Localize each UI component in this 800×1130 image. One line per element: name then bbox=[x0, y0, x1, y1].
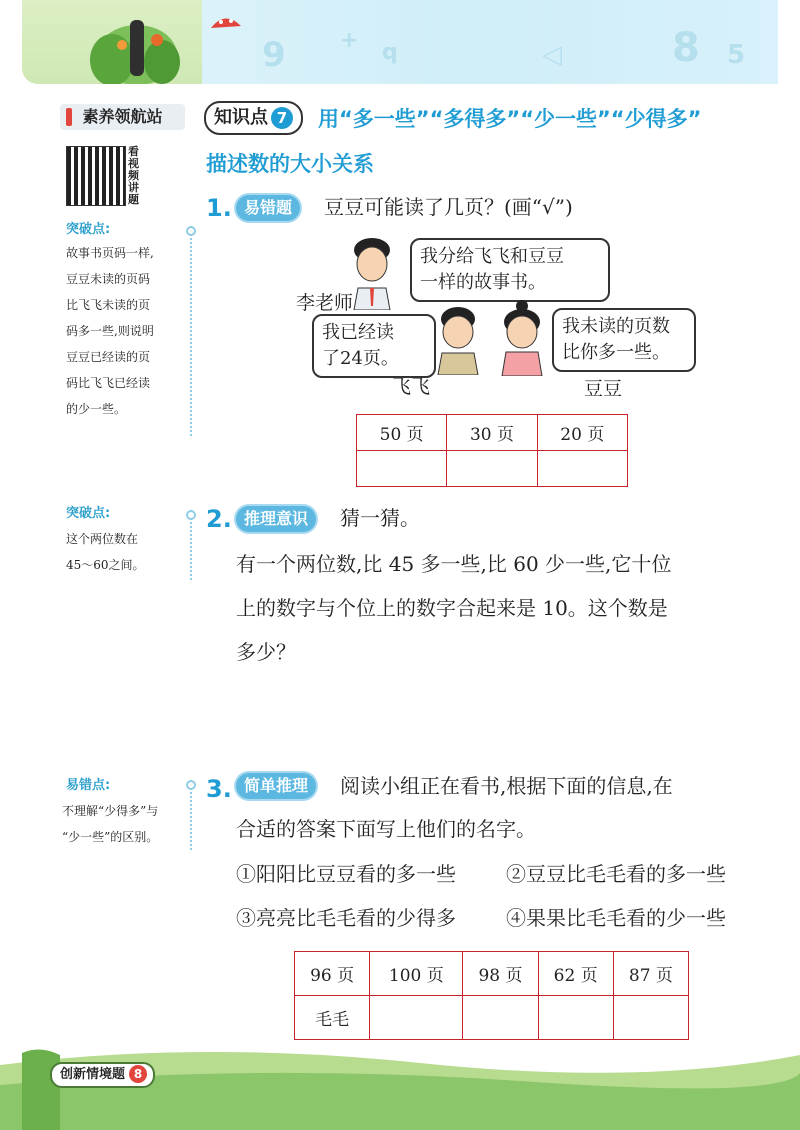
qr-caption-char: 看 bbox=[128, 145, 139, 158]
check-cell[interactable] bbox=[537, 451, 627, 487]
qr-caption-char: 讲 bbox=[128, 181, 139, 194]
speech-line: 一样的故事书。 bbox=[420, 272, 546, 293]
option-cell: 30 页 bbox=[447, 415, 537, 451]
note-line: 码多一些,则说明 bbox=[66, 324, 154, 338]
question-text: 阅读小组正在看书,根据下面的信息,在 bbox=[340, 774, 673, 798]
feifei-name: 飞飞 bbox=[392, 376, 431, 398]
name-cell[interactable] bbox=[463, 996, 538, 1040]
note-body bbox=[62, 798, 188, 850]
note-line: 码比飞飞已经读 bbox=[66, 376, 151, 390]
teacher-name: 李老师 bbox=[296, 292, 354, 314]
qr-caption-char: 视 bbox=[128, 157, 139, 170]
footer-badge bbox=[50, 1062, 155, 1088]
option-cell: 20 页 bbox=[537, 415, 627, 451]
question-number: 2. bbox=[206, 505, 232, 533]
note-line: 故事书页码一样, bbox=[66, 246, 154, 260]
divider-dot bbox=[186, 780, 196, 790]
check-cell[interactable] bbox=[357, 451, 447, 487]
qr-code-icon[interactable] bbox=[66, 146, 126, 206]
header-banner bbox=[22, 0, 778, 84]
speech-line: 比你多一些。 bbox=[562, 342, 670, 363]
question-number: 1. bbox=[206, 194, 232, 222]
q1-answer-table bbox=[356, 414, 628, 487]
decor-digit: 8 bbox=[672, 25, 700, 71]
q3-answer-table bbox=[294, 951, 689, 1040]
feifei-illustration bbox=[432, 305, 488, 375]
question-line: 上的数字与个位上的数字合起来是 10。这个数是 bbox=[236, 596, 668, 620]
note-line: 豆豆已经读的页 bbox=[66, 350, 151, 364]
speech-line: 我分给飞飞和豆豆 bbox=[420, 246, 564, 267]
clue-line: ②豆豆比毛毛看的多一些 bbox=[506, 862, 726, 886]
name-cell[interactable] bbox=[613, 996, 688, 1040]
note-line: 这个两位数在 bbox=[66, 532, 139, 546]
speech-line: 我未读的页数 bbox=[562, 316, 670, 337]
note-line: “少一些”的区别。 bbox=[62, 830, 159, 844]
clue-line: ④果果比毛毛看的少一些 bbox=[506, 906, 726, 930]
note-line: 比飞飞未读的页 bbox=[66, 298, 151, 312]
question-text: 豆豆可能读了几页？(画“√”) bbox=[324, 195, 573, 219]
decor-triangle: ◁ bbox=[542, 40, 562, 70]
clue-line: ①阳阳比豆豆看的多一些 bbox=[236, 862, 456, 886]
note-body bbox=[66, 240, 186, 422]
teacher-illustration bbox=[348, 238, 404, 310]
question-tag: 易错题 bbox=[236, 195, 300, 221]
teacher-speech-bubble bbox=[410, 238, 610, 302]
question-number: 3. bbox=[206, 775, 232, 803]
section-title: 用“多一些”“多得多”“少一些”“少得多” bbox=[318, 107, 702, 131]
note-body bbox=[66, 526, 186, 578]
knowledge-point-badge bbox=[204, 101, 303, 135]
kp-label: 知识点 bbox=[214, 107, 268, 128]
pages-cell: 96 页 bbox=[295, 952, 370, 996]
question-line: 多少？ bbox=[236, 640, 296, 664]
name-cell[interactable] bbox=[538, 996, 613, 1040]
plant-illustration bbox=[22, 0, 202, 84]
note-label: 易错点: bbox=[66, 778, 111, 793]
name-cell: 毛毛 bbox=[295, 996, 370, 1040]
clue-line: ③亮亮比毛毛看的少得多 bbox=[236, 906, 456, 930]
sidebar-divider bbox=[190, 226, 192, 436]
sidebar-divider bbox=[190, 510, 192, 580]
note-line: 不理解“少得多”与 bbox=[62, 804, 159, 818]
pages-cell: 100 页 bbox=[370, 952, 463, 996]
speech-line: 我已经读 bbox=[322, 322, 394, 343]
question-text: 猜一猜。 bbox=[340, 506, 420, 530]
pages-cell: 87 页 bbox=[613, 952, 688, 996]
decor-digit: 5 bbox=[727, 40, 746, 70]
header-plant-panel bbox=[22, 0, 202, 84]
decor-digit: 9 bbox=[262, 35, 286, 75]
feifei-speech-bubble bbox=[312, 314, 436, 378]
pages-cell: 62 页 bbox=[538, 952, 613, 996]
mushroom-icon bbox=[207, 10, 247, 40]
page-number: 8 bbox=[129, 1065, 147, 1083]
divider-dot bbox=[186, 226, 196, 236]
question-text: 合适的答案下面写上他们的名字。 bbox=[236, 817, 536, 841]
decor-digit: q bbox=[382, 40, 398, 65]
qr-caption-char: 频 bbox=[128, 169, 139, 182]
question-line: 有一个两位数,比 45 多一些,比 60 少一些,它十位 bbox=[236, 552, 672, 576]
speech-line: 了24页。 bbox=[322, 348, 399, 369]
question-body bbox=[236, 542, 756, 674]
decor-plus: + bbox=[340, 28, 359, 53]
question-tag: 简单推理 bbox=[236, 773, 316, 799]
pages-cell: 98 页 bbox=[463, 952, 538, 996]
section-subtitle: 描述数的大小关系 bbox=[206, 152, 374, 176]
check-cell[interactable] bbox=[447, 451, 537, 487]
footer-label: 创新情境题 bbox=[60, 1067, 126, 1082]
note-line: 豆豆未读的页码 bbox=[66, 272, 151, 286]
doudou-name: 豆豆 bbox=[584, 378, 623, 400]
divider-dot bbox=[186, 510, 196, 520]
note-line: 45～60之间。 bbox=[66, 558, 145, 572]
note-label: 突破点: bbox=[66, 506, 111, 521]
name-cell[interactable] bbox=[370, 996, 463, 1040]
doudou-illustration bbox=[494, 300, 550, 376]
note-label: 突破点: bbox=[66, 222, 111, 237]
doudou-speech-bubble bbox=[552, 308, 696, 372]
note-line: 的少一些。 bbox=[66, 402, 127, 416]
question-tag: 推理意识 bbox=[236, 506, 316, 532]
qr-caption bbox=[128, 146, 142, 206]
kp-number: 7 bbox=[271, 107, 293, 129]
qr-caption-char: 题 bbox=[128, 193, 139, 206]
sidebar-divider bbox=[190, 780, 192, 850]
option-cell: 50 页 bbox=[357, 415, 447, 451]
sidebar-title: 素养领航站 bbox=[60, 104, 185, 130]
